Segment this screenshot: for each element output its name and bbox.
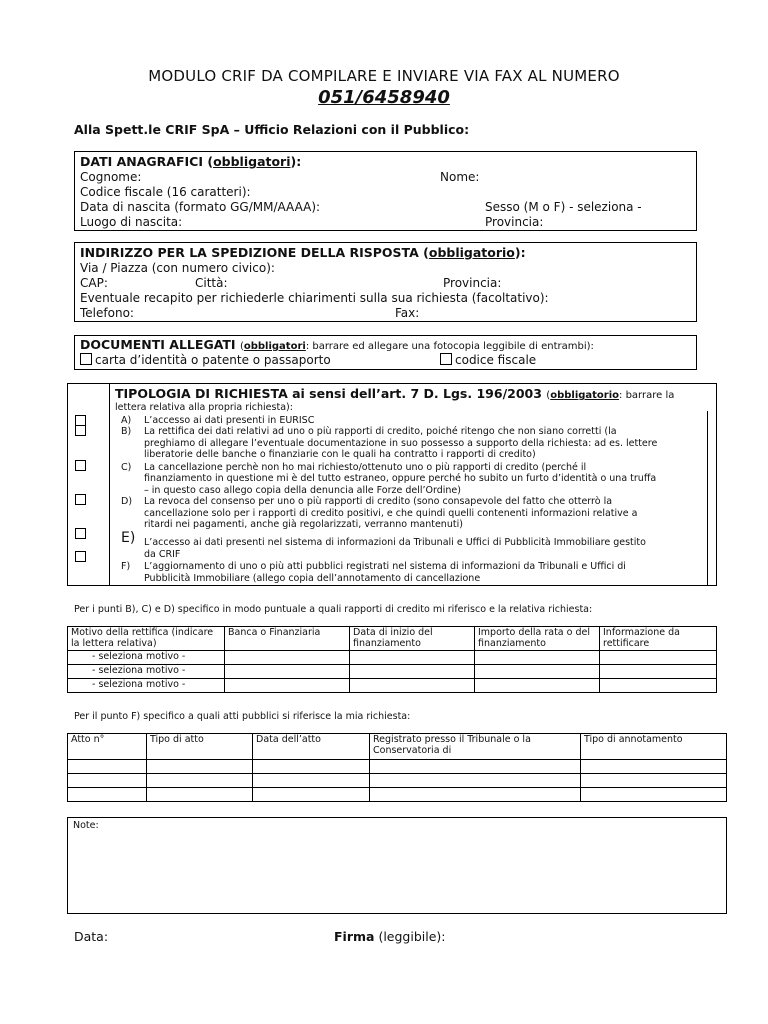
recapito-label: Eventuale recapito per richiederle chiarimenti sulla sua richiesta (facoltativo): xyxy=(80,291,549,305)
motivo-select[interactable]: - seleziona motivo - xyxy=(68,679,225,693)
note-box[interactable] xyxy=(67,817,727,914)
col-data-atto: Data dell’atto xyxy=(253,734,370,760)
form-title: MODULO CRIF DA COMPILARE E INVIARE VIA FAX AL NUMERO xyxy=(148,67,620,85)
checkbox-c[interactable] xyxy=(75,460,86,471)
fax-number: 051/6458940 xyxy=(318,87,450,108)
tipologia-heading: TIPOLOGIA DI RICHIESTA ai sensi dell’art. 7 D. Lgs. 196/2003 (obbligatorio: barrare la xyxy=(115,386,675,401)
checkbox-icon[interactable] xyxy=(80,353,92,365)
cognome-label[interactable]: Cognome: xyxy=(80,170,142,184)
citta-label[interactable]: Città: xyxy=(195,276,228,290)
atti-pubblici-table xyxy=(67,733,727,802)
col-registrato: Registrato presso il Tribunale o la Conservatoria di xyxy=(370,734,581,760)
indirizzo-section xyxy=(74,242,697,322)
documenti-section xyxy=(74,335,697,370)
col-tipo-atto: Tipo di atto xyxy=(147,734,253,760)
col-banca: Banca o Finanziaria xyxy=(225,627,350,651)
note-label: Note: xyxy=(73,820,99,831)
col-atto-n: Atto n° xyxy=(68,734,147,760)
table-row xyxy=(68,651,717,665)
table-row xyxy=(68,774,727,788)
tipologia-section: TIPOLOGIA DI RICHIESTA ai sensi dell’art. 7 D. Lgs. 196/2003 (obbligatorio: barrare la lettera relativa alla propria richiesta): A) L’accesso ai dati presenti in EURISC B) La rettifica dei dati relativi ad uno o più rapporti di credito, poiché ritengo che non siano corretti (la preghiamo di allegare l’eventuale documentazione in suo possesso a supporto della richiesta: ad es. lettere liberatorie delle banche o finanziarie con le quali ha contratto i rapporti di credito) C) La cancellazione perchè non ho mai richiesto/ottenuto uno o più rapporti di credito (perché il finanziamento in questione mi è del tutto estraneo, oppure perché ho subito un furto d’identità o una truffa – in questo caso allego copia della denuncia alle Forze dell’Ordine) D) La revoca del consenso per uno o più rapporti di credito (sono consapevole del fatto che otterrò la cancellazione solo per i rapporti di credito positivi, e che quindi quelli contenenti informazioni relative a ritardi nei pagamenti, anche già regolarizzati, verranno mantenuti) E) L’accesso ai dati presenti nel sistema di informazioni da Tribunali e Uffici di Pubblicità Immobiliare gestito da CRIF F) L’aggiornamento di uno o più atti pubblici registrati nel sistema di informazioni da Tribunali e Uffici di Pubblicità Immobiliare (allego copia dell’annotamento di cancellazione xyxy=(67,383,717,586)
recipient-line: Alla Spett.le CRIF SpA – Ufficio Relazioni con il Pubblico: xyxy=(74,122,470,137)
fax-label[interactable]: Fax: xyxy=(395,306,420,320)
checkbox-e[interactable] xyxy=(75,528,86,539)
nome-label[interactable]: Nome: xyxy=(440,170,480,184)
checkbox-b[interactable] xyxy=(75,425,86,436)
table-row xyxy=(68,788,727,802)
punti-bcd-intro: Per i punti B), C) e D) specifico in modo puntuale a quali rapporti di credito mi riferisco e la relativa richiesta: xyxy=(74,604,593,615)
checkbox-icon[interactable] xyxy=(440,353,452,365)
via-label[interactable]: Via / Piazza (con numero civico): xyxy=(80,261,275,275)
rapporti-credito-table xyxy=(67,626,717,693)
anagrafici-section xyxy=(74,151,697,231)
documento-identita-option[interactable]: carta d’identità o patente o passaporto xyxy=(80,353,331,367)
provincia-nascita-label[interactable]: Provincia: xyxy=(485,215,544,229)
telefono-label[interactable]: Telefono: xyxy=(80,306,134,320)
table-row xyxy=(68,665,717,679)
col-informazione: Informazione da rettificare xyxy=(600,627,717,651)
col-tipo-annotamento: Tipo di annotamento xyxy=(581,734,727,760)
table-header-row xyxy=(68,734,727,760)
punto-f-intro: Per il punto F) specifico a quali atti pubblici si riferisce la mia richiesta: xyxy=(74,711,411,722)
firma-label[interactable]: Firma (leggibile): xyxy=(334,929,446,944)
table-row xyxy=(68,679,717,693)
codice-fiscale-option[interactable]: codice fiscale xyxy=(440,353,536,367)
indirizzo-heading: INDIRIZZO PER LA SPEDIZIONE DELLA RISPOSTA (obbligatorio): xyxy=(80,245,526,260)
checkbox-d[interactable] xyxy=(75,494,86,505)
motivo-select[interactable]: - seleziona motivo - xyxy=(68,665,225,679)
anagrafici-heading: DATI ANAGRAFICI (obbligatori): xyxy=(80,154,302,169)
cap-label[interactable]: CAP: xyxy=(80,276,108,290)
sesso-select[interactable]: Sesso (M o F) - seleziona - xyxy=(485,200,642,214)
table-header-row xyxy=(68,627,717,651)
data-nascita-label[interactable]: Data di nascita (formato GG/MM/AAAA): xyxy=(80,200,321,214)
tipologia-subheading: lettera relativa alla propria richiesta): xyxy=(115,402,293,413)
col-motivo: Motivo della rettifica (indicare la lettera relativa) xyxy=(68,627,225,651)
provincia-label[interactable]: Provincia: xyxy=(443,276,502,290)
motivo-select[interactable]: - seleziona motivo - xyxy=(68,651,225,665)
checkbox-f[interactable] xyxy=(75,551,86,562)
codice-fiscale-label[interactable]: Codice fiscale (16 caratteri): xyxy=(80,185,251,199)
table-row xyxy=(68,760,727,774)
col-data-inizio: Data di inizio del finanziamento xyxy=(350,627,475,651)
col-importo: Importo della rata o del finanziamento xyxy=(475,627,600,651)
data-label[interactable]: Data: xyxy=(74,929,109,944)
luogo-nascita-label[interactable]: Luogo di nascita: xyxy=(80,215,183,229)
documenti-heading: DOCUMENTI ALLEGATI (obbligatori: barrare ed allegare una fotocopia leggibile di entrambi): xyxy=(80,337,594,352)
